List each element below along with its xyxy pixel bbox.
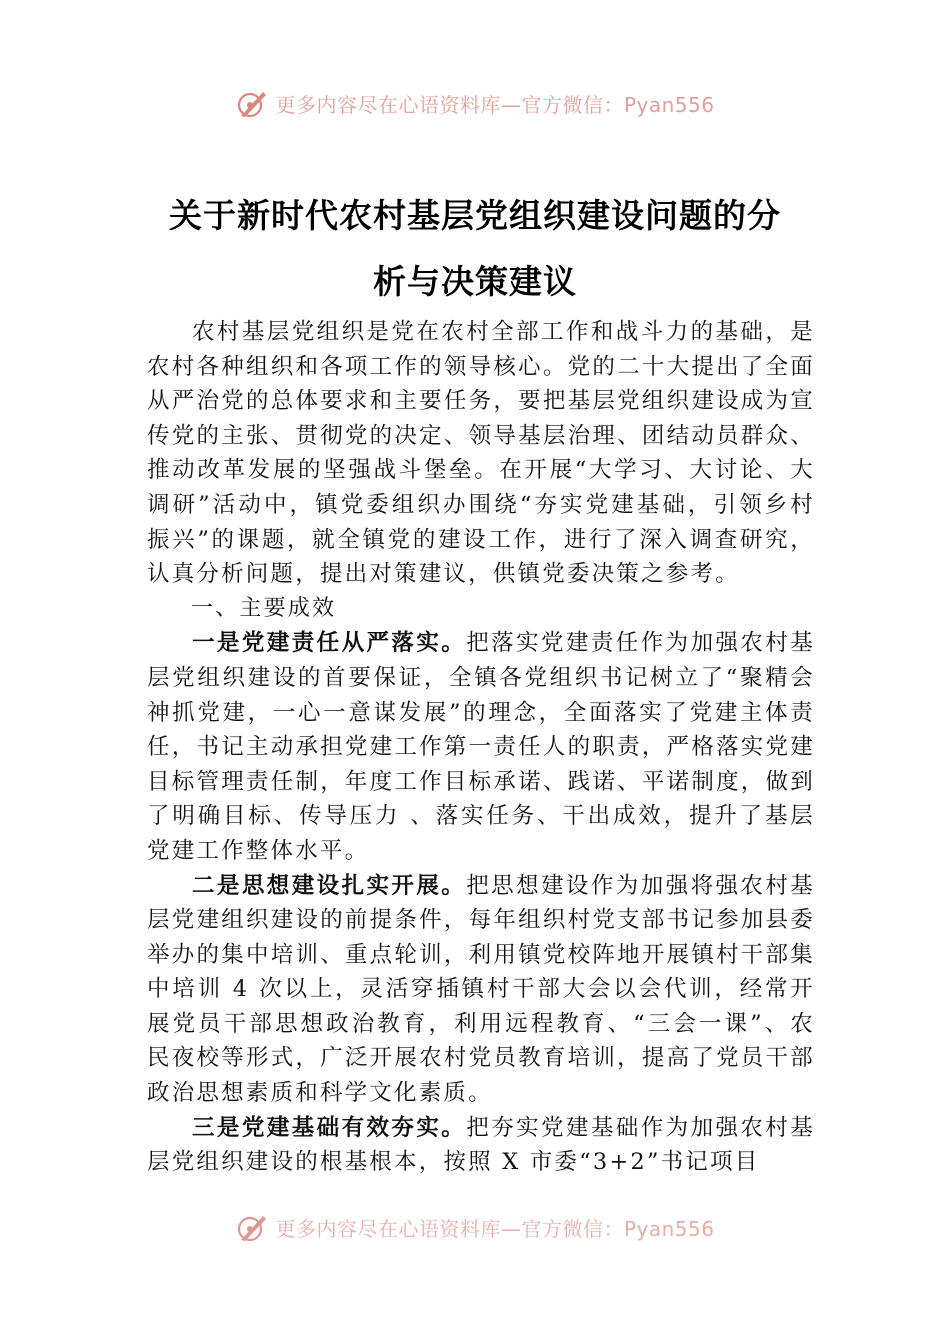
paragraph-text: 把夯实党建基础作为加强农村基层党组织建设的根基根本，按照 X 市委“3+2”书记项目	[147, 1114, 815, 1176]
intro-paragraph: 农村基层党组织是党在农村全部工作和战斗力的基础，是农村各种组织和各项工作的领导核心。党的二十大提出了全面从严治党的总体要求和主要任务，要把基层党组织建设成为宣传党的主张、贯彻党的决定、领导基层治理、团结动员群众、推动改革发展的坚强战斗堡垒。在开展“大学习、大讨论、大调研”活动中，镇党委组织办围绕“夯实党建基础，引领乡村振兴”的课题，就全镇党的建设工作，进行了深入调查研究，认真分析问题，提出对策建议，供镇党委决策之参考。	[147, 319, 815, 588]
document-title-line-2: 析与决策建议	[373, 262, 577, 301]
paragraph-text: 把落实党建责任作为加强农村基层党组织建设的首要保证，全镇各党组织书记树立了“聚精会神抓党建，一心一意谋发展”的理念，全面落实了党建主体责任，书记主动承担党建工作第一责任人的职责，严格落实党建目标管理责任制，年度工作目标承诺、践诺、平诺制度，做到了明确目标、传导压力 、落实任务、干出成效，提升了基层党建工作整体水平。	[147, 630, 815, 864]
watermark-text: 更多内容尽在心语资料库—官方微信：Pyan556	[275, 1216, 715, 1241]
body-paragraph	[147, 626, 815, 868]
paragraph-lead: 一是党建责任从严落实。	[192, 630, 467, 657]
watermark-header	[0, 86, 950, 120]
section-heading: 一、主要成效	[191, 595, 337, 621]
document-title-line-1: 关于新时代农村基层党组织建设问题的分	[169, 196, 781, 235]
quill-logo-icon	[235, 1210, 269, 1244]
body-paragraph	[147, 1111, 815, 1180]
body-paragraph	[147, 869, 815, 1111]
watermark-footer	[0, 1210, 950, 1244]
paragraph-lead: 二是思想建设扎实开展。	[192, 872, 467, 899]
quill-logo-icon	[235, 86, 269, 120]
paragraph-text: 把思想建设作为加强将强农村基层党建组织建设的前提条件，每年组织村党支部书记参加县委举办的集中培训、重点轮训，利用镇党校阵地开展镇村干部集中培训 4 次以上，灵活穿插镇村干部大会以会代训，经常开展党员干部思想政治教育，利用远程教育、“三会一课”、农民夜校等形式，广泛开展农村党员教育培训，提高了党员干部政治思想素质和科学文化素质。	[147, 872, 815, 1107]
document-body	[147, 315, 815, 1180]
paragraph-lead: 三是党建基础有效夯实。	[192, 1114, 467, 1141]
watermark-text: 更多内容尽在心语资料库—官方微信：Pyan556	[275, 92, 715, 117]
